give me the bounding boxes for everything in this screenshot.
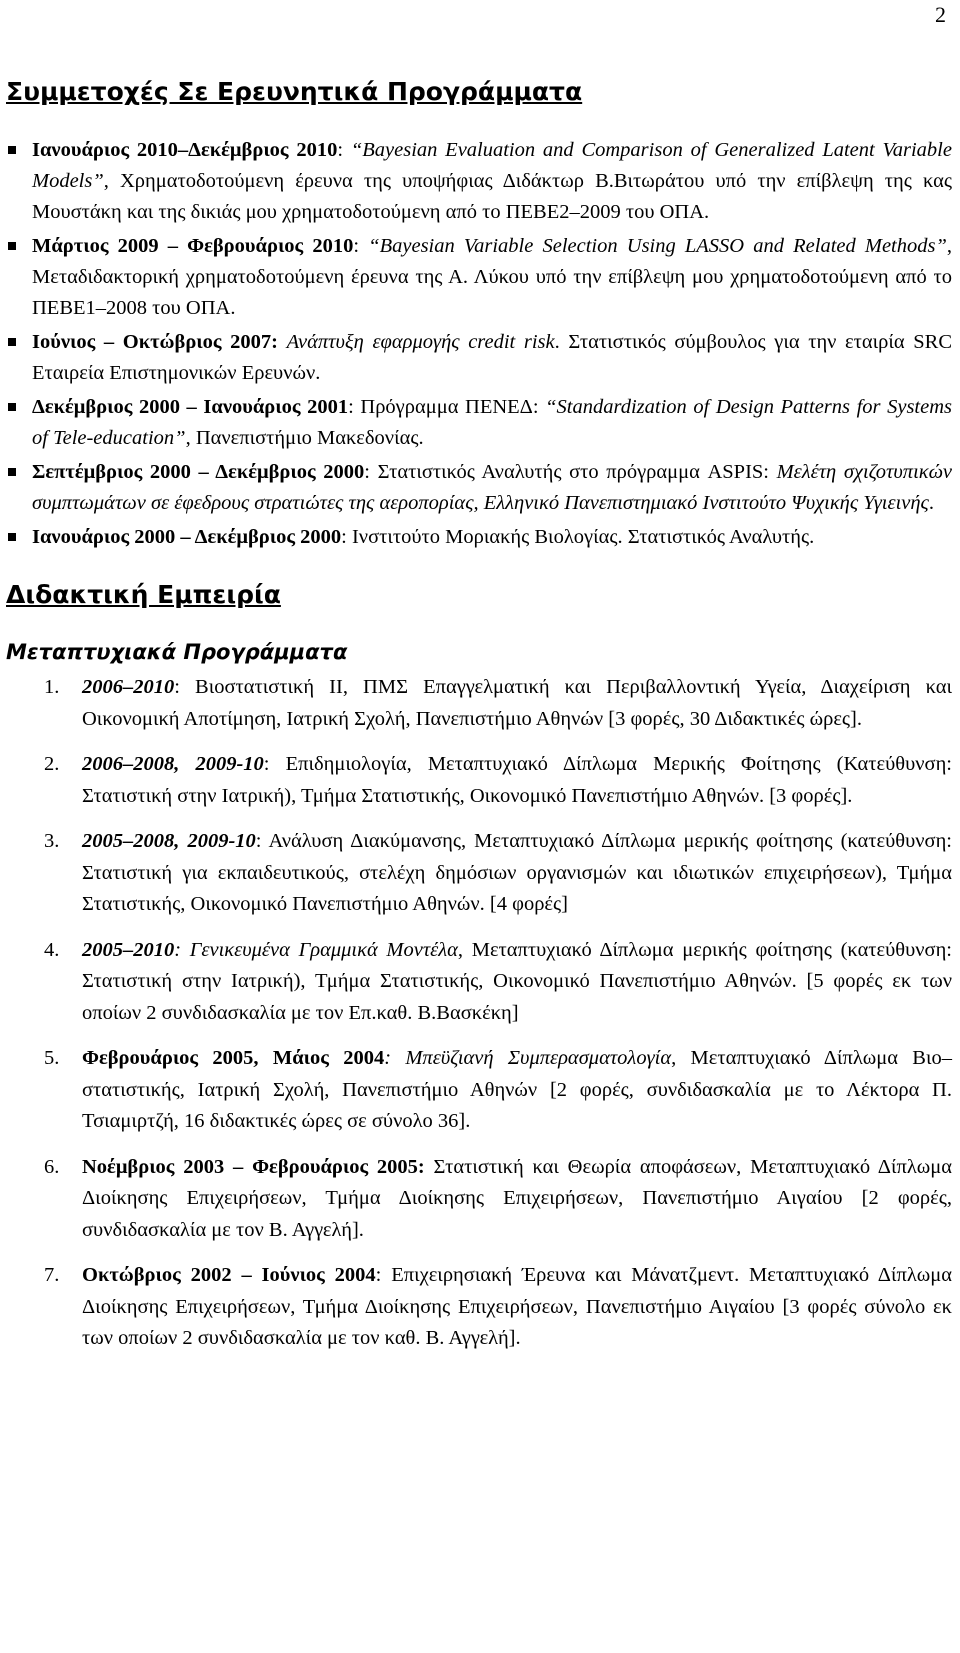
list-item — [32, 522, 952, 553]
item-separator: : Στατιστικός Αναλυτής στο πρόγραμμα ASPIS: — [364, 460, 777, 483]
research-heading: Συμμετοχές Σε Ερευνητικά Προγράμματα — [6, 77, 583, 106]
list-item — [44, 672, 952, 735]
item-description: , Μεταπτυχιακό Δίπλωμα Βιο–στατιστικής, Ιατρική Σχολή, Πανεπιστήμιο Αθηνών [2 φορές, συνδιδασκαλία με το Λέκτορα Π. Τσιαμιρτζή, 16 διδακτικές ώρες σε σύνολο 36]. — [82, 1047, 952, 1133]
item-number: 3. — [44, 830, 60, 853]
teaching-list — [6, 672, 952, 1355]
item-number: 7. — [44, 1264, 60, 1287]
list-item — [44, 935, 953, 1030]
item-separator: : Πρόγραμμα ΠΕΝΕΔ: — [348, 395, 546, 418]
item-period: 2005–2008, 2009-10 — [82, 830, 256, 853]
item-number: 1. — [44, 676, 60, 699]
list-item — [44, 1152, 952, 1247]
item-description: , Πανεπιστήμιο Μακεδονίας. — [185, 426, 424, 449]
item-description: , Χρηματοδοτούμενη έρευνα της υποψήφιας Διδάκτωρ Β.Βιτωράτου υπό την επίβλεψη της κας Μουστάκη και της δικιάς μου χρηματοδοτούμενη από το ΠΕΒΕ2–2009 του ΟΠΑ. — [32, 169, 952, 223]
item-date: Δεκέμβριος 2000 – Ιανουάριος 2001 — [32, 395, 349, 418]
item-description: : Βιοστατιστική ΙΙ, ΠΜΣ Επαγγελματική και Περιβαλλοντική Υγεία, Διαχείριση και Οικονομική Αποτίμηση, Ιατρική Σχολή, Πανεπιστήμιο Αθηνών [3 φορές, 30 Διδακτικές ώρες]. — [82, 676, 952, 730]
list-item — [32, 327, 952, 389]
list-item — [32, 231, 952, 324]
list-item — [32, 135, 952, 228]
item-date: Σεπτέμβριος 2000 – Δεκέμβριος 2000 — [32, 460, 365, 483]
document-body — [6, 76, 952, 1369]
item-title: Ανάπτυξη εφαρμογής credit risk — [286, 330, 555, 353]
item-period: Νοέμβριος 2003 – Φεβρουάριος 2005: — [82, 1155, 425, 1178]
item-number: 6. — [44, 1155, 60, 1178]
square-bullet-icon — [8, 146, 16, 154]
item-period: Φεβρουάριος 2005, Μάιος 2004 — [82, 1047, 385, 1070]
item-description: : Ανάλυση Διακύμανσης, Μεταπτυχιακό Δίπλωμα μερικής φοίτησης (κατεύθυνση: Στατιστική για εκπαιδευτικούς, στελέχη δημόσιων οργανισμών και ιδιωτικών επιχειρήσεων), Τμήμα Στατιστικής, Οικονομικό Πανεπιστήμιο Αθηνών. [4 φορές] — [82, 830, 953, 916]
item-description: : Επιχειρησιακή Έρευνα και Μάνατζμεντ. Μεταπτυχιακό Δίπλωμα Διοίκησης Επιχειρήσεων, Τμήμα Διοίκησης Επιχειρήσεων, Πανεπιστήμιο Αιγαίου [3 φορές σύνολο εκ των οποίων 2 συνδιδασκαλία με τον καθ. Β. Αγγελή]. — [82, 1264, 952, 1350]
item-title: Μελέτη σχιζοτυπικών συμπτωμάτων σε έφεδρους στρατιώτες της αεροπορίας, Ελληνικό Πανεπιστημιακό Ινστιτούτο Ψυχικής Υγιεινής — [32, 460, 953, 514]
list-item — [32, 457, 952, 519]
research-list — [6, 135, 952, 553]
item-separator — [278, 331, 287, 353]
list-item — [44, 749, 952, 812]
item-course: : Μπεϋζιανή Συμπερασματολογία — [384, 1047, 672, 1070]
item-period: 2006–2008, 2009-10 — [82, 753, 264, 776]
square-bullet-icon — [8, 533, 16, 541]
item-number: 5. — [44, 1047, 60, 1070]
square-bullet-icon — [8, 468, 16, 476]
postgraduate-heading: Μεταπτυχιακά Προγράμματα — [6, 640, 348, 664]
square-bullet-icon — [8, 242, 16, 250]
list-item — [32, 392, 952, 454]
item-period: 2005–2010 — [82, 938, 175, 961]
item-period: 2006–2010 — [82, 676, 175, 699]
item-title: “Bayesian Variable Selection Using LASSO and Related Methods” — [368, 234, 947, 257]
square-bullet-icon — [8, 403, 16, 411]
teaching-heading: Διδακτική Εμπειρία — [6, 579, 281, 609]
item-number: 2. — [44, 753, 60, 776]
item-course: : Γενικευμένα Γραμμικά Μοντέλα — [174, 938, 458, 961]
research-section — [6, 76, 952, 553]
item-title: “Standardization of Design Patterns for Systems of Tele-education” — [32, 395, 952, 449]
teaching-section — [6, 579, 952, 1355]
item-description: Στατιστική και Θεωρία αποφάσεων, Μεταπτυχιακό Δίπλωμα Διοίκησης Επιχειρήσεων, Τμήμα Διοίκησης Επιχειρήσεων, Πανεπιστήμιο Αιγαίου [2 φορές, συνδιδασκαλία με τον Β. Αγγελή]. — [82, 1155, 952, 1241]
item-date: Ιούνιος – Οκτώβριος 2007: — [32, 330, 278, 353]
item-description: , Μεταπτυχιακό Δίπλωμα μερικής φοίτησης (κατεύθυνση: Στατιστική στην Ιατρική), Τμήμα Στατιστικής, Οικονομικό Πανεπιστήμιο Αθηνών. [5 φορές εκ των οποίων 2 συνδιδασκαλία με τον Επ.καθ. Β.Βασκέκη] — [82, 938, 953, 1024]
item-description: , Μεταδιδακτορική χρηματοδοτούμενη έρευνα της Α. Λύκου υπό την επίβλεψη μου χρηματοδοτούμενη από το ΠΕΒΕ1–2008 του ΟΠΑ. — [32, 234, 952, 319]
item-separator: : Ινστιτούτο Μοριακής Βιολογίας. Στατιστικός Αναλυτής. — [341, 525, 815, 548]
square-bullet-icon — [8, 338, 16, 346]
item-title: “Bayesian Evaluation and Comparison of Generalized Latent Variable Models” — [32, 138, 952, 192]
item-description: . Στατιστικός σύμβουλος για την εταιρία SRC Εταιρεία Επιστημονικών Ερευνών. — [32, 330, 952, 384]
item-separator: : — [337, 138, 351, 161]
item-date: Μάρτιος 2009 – Φεβρουάριος 2010 — [32, 234, 354, 257]
item-separator: : — [353, 234, 369, 257]
list-item — [44, 1043, 952, 1138]
item-date: Ιανουάριος 2000 – Δεκέμβριος 2000 — [32, 525, 342, 548]
item-period: Οκτώβριος 2002 – Ιούνιος 2004 — [82, 1264, 376, 1287]
item-description: : Επιδημιολογία, Μεταπτυχιακό Δίπλωμα Μερικής Φοίτησης (Κατεύθυνση: Στατιστική στην Ιατρική), Τμήμα Στατιστικής, Οικονομικό Πανεπιστήμιο Αθηνών. [3 φορές]. — [82, 753, 952, 807]
list-item — [44, 1260, 952, 1355]
item-date: Ιανουάριος 2010–Δεκέμβριος 2010 — [32, 138, 338, 161]
list-item — [44, 826, 953, 921]
page-number: 2 — [935, 2, 946, 27]
item-description: . — [928, 491, 934, 514]
item-number: 4. — [44, 938, 60, 961]
